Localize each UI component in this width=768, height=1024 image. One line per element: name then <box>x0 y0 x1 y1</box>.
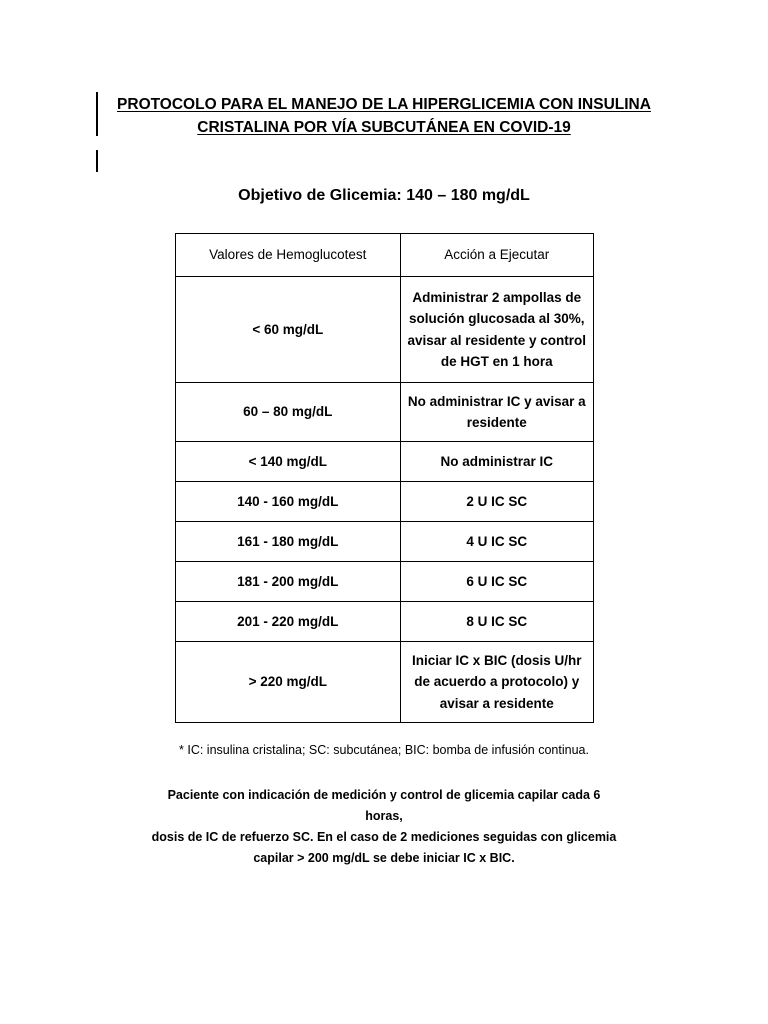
change-bar <box>96 92 98 136</box>
glucose-value-cell: < 60 mg/dL <box>176 277 401 383</box>
action-cell: Administrar 2 ampollas de solución glucosada al 30%, avisar al residente y control de HGT en 1 hora <box>400 277 593 383</box>
instructions-paragraph <box>150 785 618 869</box>
action-cell: Iniciar IC x BIC (dosis U/hr de acuerdo a protocolo) y avisar a residente <box>400 642 593 723</box>
action-cell: No administrar IC <box>400 442 593 482</box>
glycemia-target: Objetivo de Glicemia: 140 – 180 mg/dL <box>238 187 530 204</box>
action-cell: 2 U IC SC <box>400 482 593 522</box>
column-header-values: Valores de Hemoglucotest <box>176 234 401 277</box>
title-line: CRISTALINA POR VÍA SUBCUTÁNEA EN COVID-19 <box>197 119 571 136</box>
abbreviations-footnote: * IC: insulina cristalina; SC: subcutánea; BIC: bomba de infusión continua. <box>179 743 589 757</box>
glucose-value-cell: > 220 mg/dL <box>176 642 401 723</box>
glucose-value-cell: 140 - 160 mg/dL <box>176 482 401 522</box>
paragraph-line: Paciente con indicación de medición y control de glicemia capilar cada 6 horas, <box>167 788 601 823</box>
action-cell: 4 U IC SC <box>400 522 593 562</box>
glucose-value-cell: 181 - 200 mg/dL <box>176 562 401 602</box>
glucose-value-cell: 60 – 80 mg/dL <box>176 383 401 442</box>
glucose-value-cell: 201 - 220 mg/dL <box>176 602 401 642</box>
title-line: PROTOCOLO PARA EL MANEJO DE LA HIPERGLICEMIA CON INSULINA <box>117 96 651 113</box>
action-cell: No administrar IC y avisar a residente <box>400 383 593 442</box>
protocol-table <box>175 233 594 723</box>
glucose-value-cell: < 140 mg/dL <box>176 442 401 482</box>
change-bar <box>96 150 98 172</box>
paragraph-line: dosis de IC de refuerzo SC. En el caso de 2 mediciones seguidas con glicemia <box>151 830 617 844</box>
table-row <box>176 642 594 723</box>
action-cell: 8 U IC SC <box>400 602 593 642</box>
table-row <box>176 562 594 602</box>
glucose-value-cell: 161 - 180 mg/dL <box>176 522 401 562</box>
document-title <box>100 93 668 139</box>
table-header-row <box>176 234 594 277</box>
table-row <box>176 522 594 562</box>
table-row <box>176 277 594 383</box>
paragraph-line: capilar > 200 mg/dL se debe iniciar IC x BIC. <box>253 851 515 865</box>
table-row <box>176 442 594 482</box>
table-row <box>176 602 594 642</box>
action-cell: 6 U IC SC <box>400 562 593 602</box>
table-row <box>176 383 594 442</box>
column-header-action: Acción a Ejecutar <box>400 234 593 277</box>
table-row <box>176 482 594 522</box>
